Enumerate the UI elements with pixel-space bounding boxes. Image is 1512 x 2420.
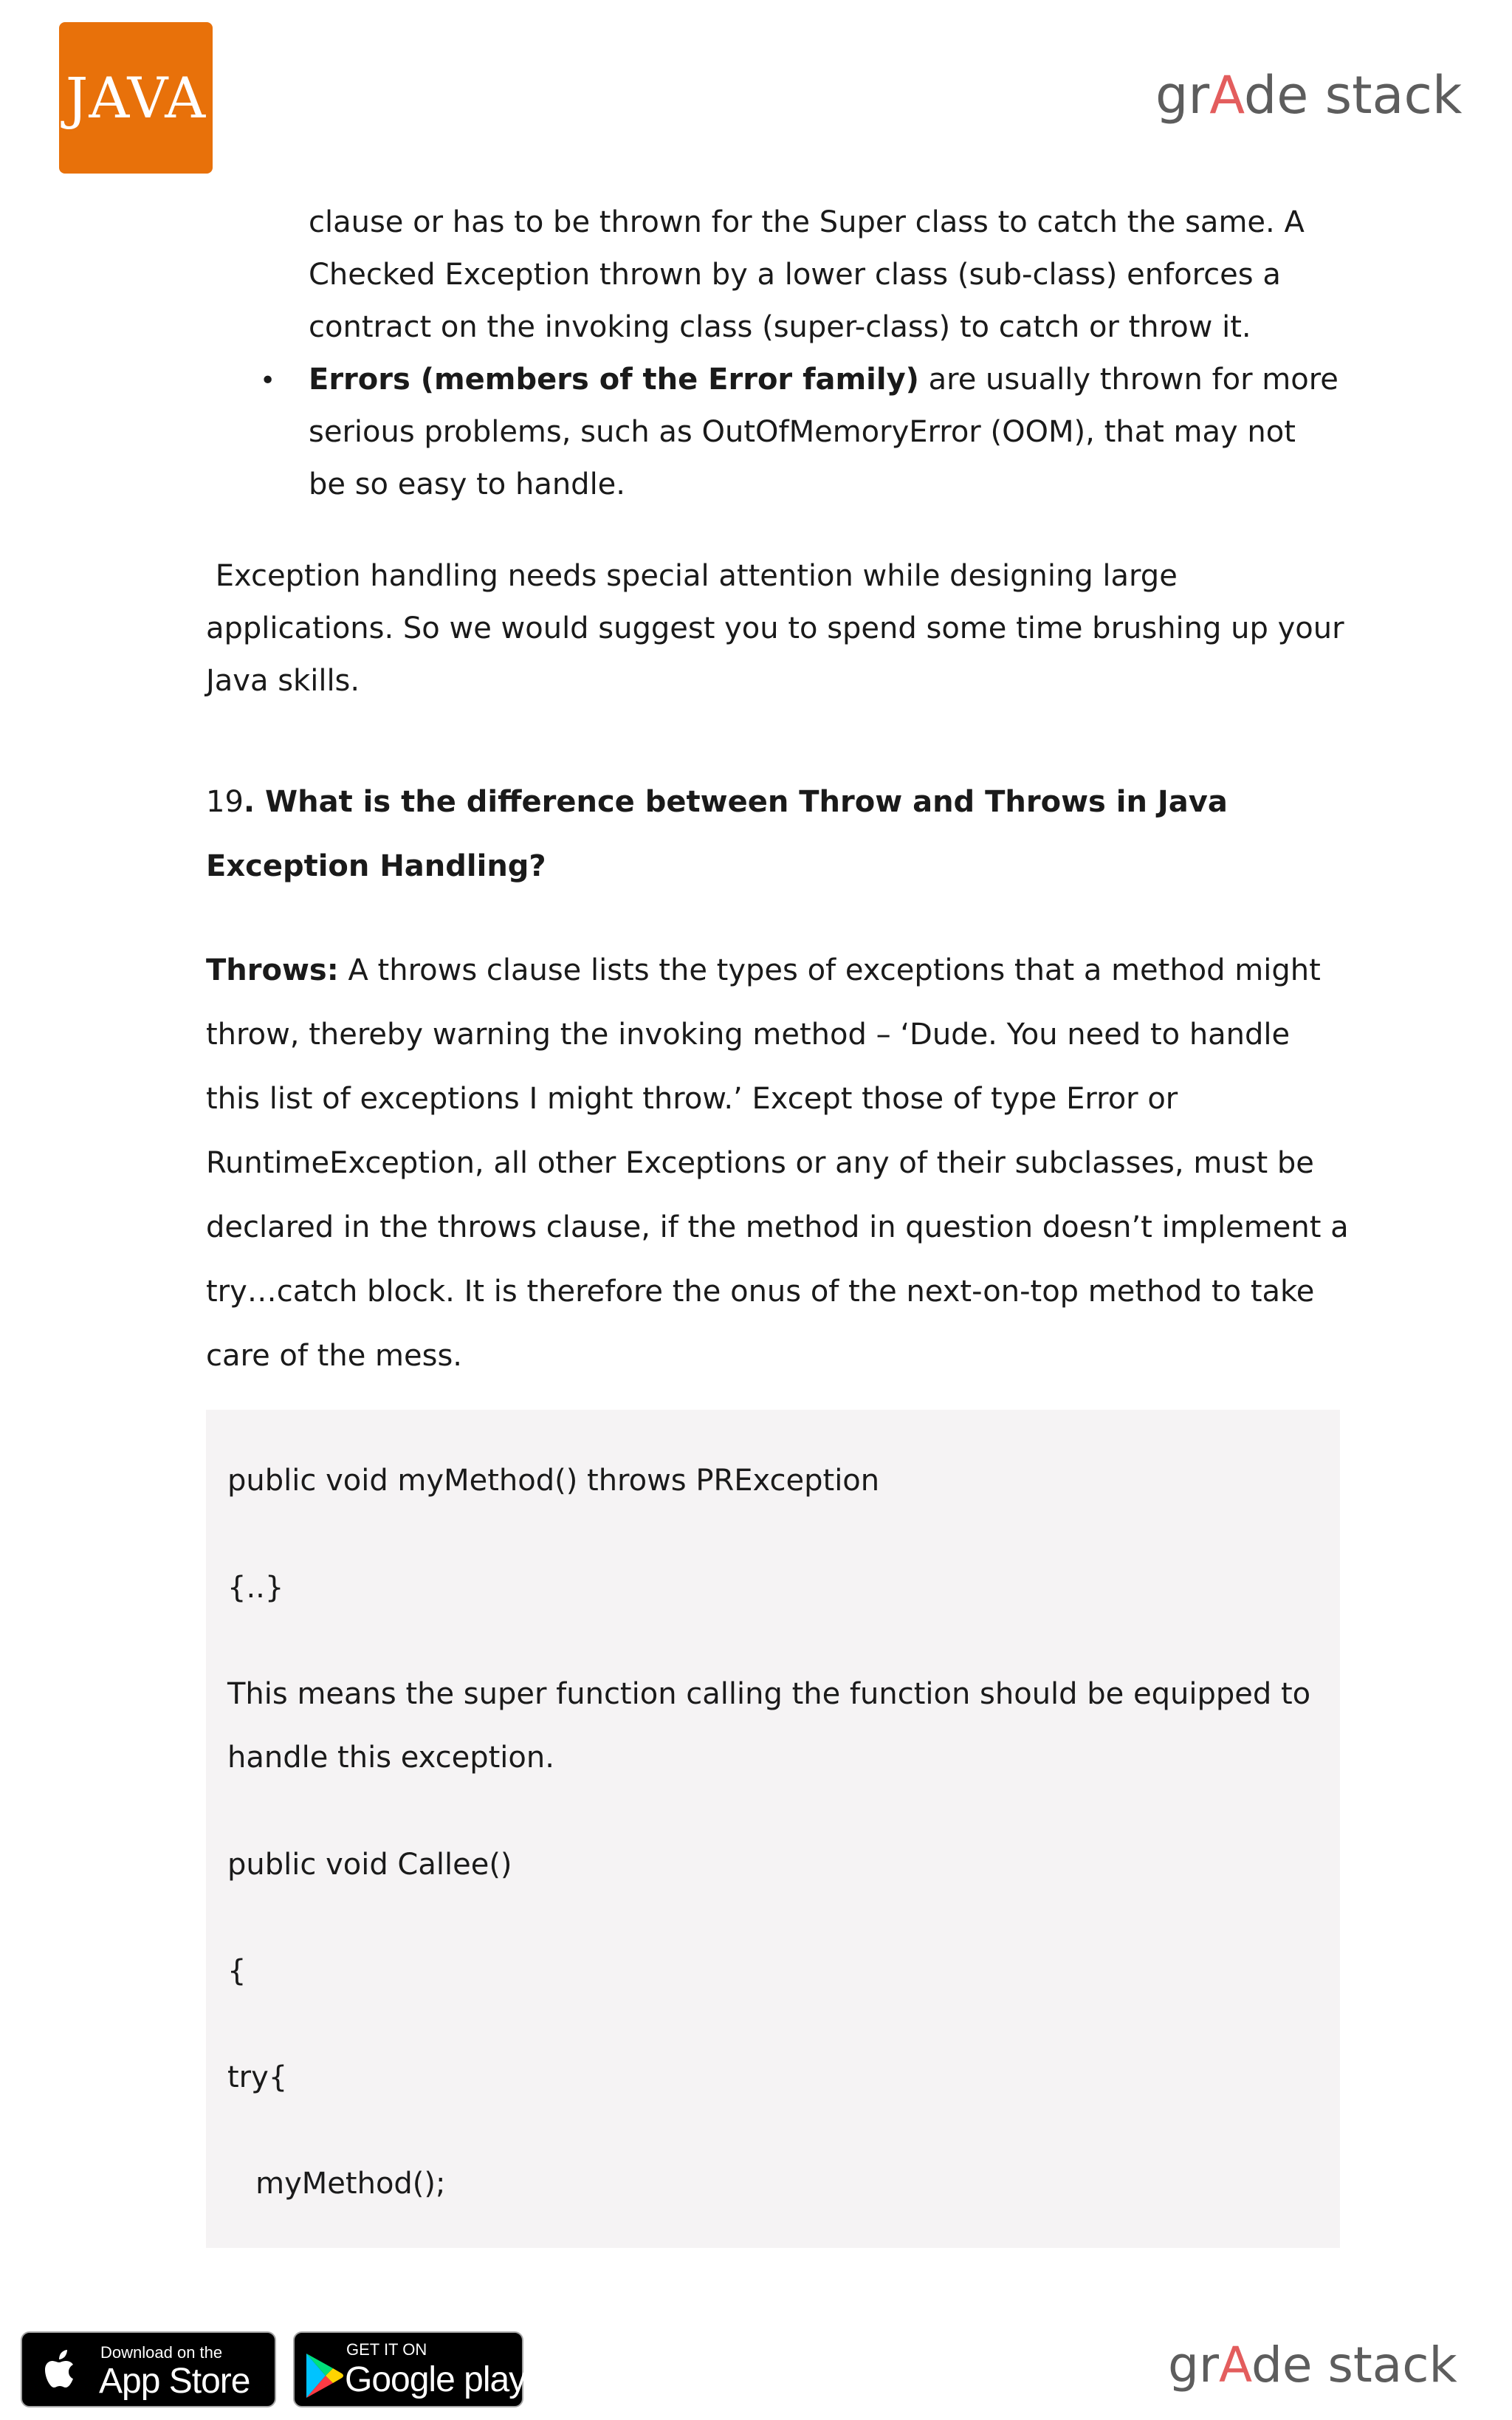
app-store-small-text: Download on the (100, 2343, 223, 2362)
google-play-big-text: Google play (345, 2360, 526, 2399)
throws-line: RuntimeException, all other Exceptions or any of their subclasses, must be (206, 1146, 1314, 1180)
paragraph-line: Exception handling needs special attention while designing large (206, 559, 1178, 593)
question-number: 19 (206, 785, 244, 819)
code-line: try{ (227, 2060, 288, 2094)
code-line: {..} (227, 1571, 284, 1605)
bullet-marker: • (260, 366, 276, 396)
bullet-continuation-line: clause or has to be thrown for the Super class to catch the same. A (309, 205, 1305, 239)
gradestack-footer-logo: grAde stack (1168, 2337, 1457, 2393)
throws-label: Throws: (206, 953, 339, 987)
code-line: public void myMethod() throws PRException (227, 1464, 880, 1498)
throws-line: throw, thereby warning the invoking method – ‘Dude. You need to handle (206, 1018, 1291, 1052)
question-heading-line2: Exception Handling? (206, 849, 546, 883)
code-line: myMethod(); (227, 2167, 446, 2201)
app-store-badge[interactable] (21, 2331, 276, 2407)
google-play-small-text: GET IT ON (346, 2340, 427, 2359)
bullet-continuation-line: Checked Exception thrown by a lower class (sub-class) enforces a (309, 258, 1281, 292)
google-play-icon (303, 2352, 345, 2399)
errors-bullet-line: serious problems, such as OutOfMemoryError (OOM), that may not (309, 415, 1296, 449)
code-line: public void Callee() (227, 1848, 512, 1882)
errors-heading: Errors (members of the Error family) (309, 363, 919, 397)
code-line: { (227, 1954, 247, 1988)
errors-bullet-line: Errors (members of the Error family) are usually thrown for more (309, 363, 1339, 397)
throws-line: try…catch block. It is therefore the onus of the next-on-top method to take (206, 1275, 1315, 1309)
throws-line: Throws: A throws clause lists the types of exceptions that a method might (206, 953, 1321, 987)
bullet-continuation-line: contract on the invoking class (super-class) to catch or throw it. (309, 310, 1251, 344)
throws-line: declared in the throws clause, if the method in question doesn’t implement a (206, 1210, 1349, 1244)
apple-icon (38, 2345, 83, 2396)
errors-bullet-line: be so easy to handle. (309, 467, 626, 501)
throws-line: care of the mess. (206, 1339, 462, 1373)
throws-line: this list of exceptions I might throw.’ Except those of type Error or (206, 1082, 1178, 1116)
paragraph-line: applications. So we would suggest you to spend some time brushing up your (206, 611, 1344, 645)
code-line: handle this exception. (227, 1741, 554, 1775)
question-heading: 19. What is the difference between Throw and Throws in Java (206, 785, 1228, 819)
gradestack-logo: grAde stack (1155, 65, 1463, 126)
app-store-big-text: App Store (99, 2362, 250, 2401)
google-play-badge[interactable] (293, 2331, 526, 2407)
code-block (206, 1410, 1340, 2248)
code-line: This means the super function calling the function should be equipped to (227, 1677, 1311, 1711)
java-logo (59, 22, 213, 174)
paragraph-line: Java skills. (206, 664, 360, 698)
java-logo-text: JAVA (65, 65, 207, 131)
